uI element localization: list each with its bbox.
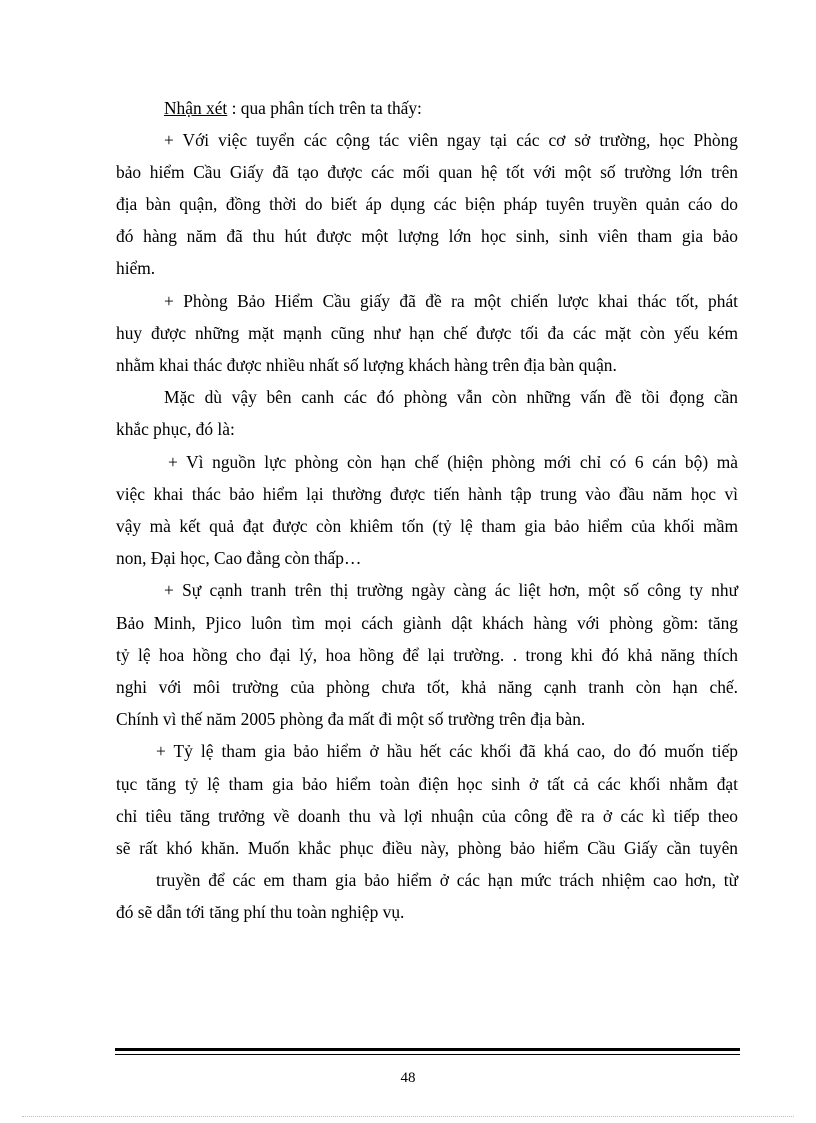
paragraph-line: vậy mà kết quả đạt được còn khiêm tốn (tỷ lệ tham gia bảo hiểm của khối mầm <box>116 516 738 536</box>
heading-line <box>164 97 422 119</box>
paragraph-line: tục tăng tỷ lệ tham gia bảo hiểm toàn điện học sinh ở tất cả các khối nhằm đạt <box>116 774 738 794</box>
paragraph-line: non, Đại học, Cao đẳng còn thấp… <box>116 548 362 568</box>
paragraph-line: việc khai thác bảo hiểm lại thường được tiến hành tập trung vào đầu năm học vì <box>116 484 738 504</box>
paragraph-line: huy được những mặt mạnh cũng như hạn chế được tối đa các mặt còn yếu kém <box>116 323 738 343</box>
paragraph-line: sẽ rất khó khăn. Muốn khắc phục điều này, phòng bảo hiểm Cầu Giấy cần tuyên <box>116 838 738 858</box>
paragraph-line: chỉ tiêu tăng trưởng về doanh thu và lợi nhuận của công đề ra ở các kì tiếp theo <box>116 806 738 826</box>
footer-rule-thick <box>115 1048 740 1051</box>
heading-rest: : qua phân tích trên ta thấy: <box>227 98 422 118</box>
page-bottom-divider <box>22 1116 794 1117</box>
footer-rule-thin <box>115 1054 740 1055</box>
paragraph-line: + Vì nguồn lực phòng còn hạn chế (hiện phòng mới chỉ có 6 cán bộ) mà <box>168 452 738 472</box>
paragraph-line: Mặc dù vậy bên canh các đó phòng vẫn còn những vấn đề tồi đọng cần <box>164 387 738 407</box>
paragraph-line: hiểm. <box>116 258 156 278</box>
paragraph-line: địa bàn quận, đồng thời do biết áp dụng các biện pháp tuyên truyền quản cáo do <box>116 194 738 214</box>
paragraph-line: Chính vì thế năm 2005 phòng đa mất đi một số trường trên địa bàn. <box>116 709 586 729</box>
paragraph-line: đó sẽ dẫn tới tăng phí thu toàn nghiệp vụ. <box>116 902 405 922</box>
paragraph-line: khắc phục, đó là: <box>116 419 235 439</box>
paragraph-line: đó hàng năm đã thu hút được một lượng lớn học sinh, sinh viên tham gia bảo <box>116 226 738 246</box>
heading-label: Nhận xét <box>164 98 228 118</box>
paragraph-line: + Tỷ lệ tham gia bảo hiểm ở hầu hết các khối đã khá cao, do đó muốn tiếp <box>156 741 738 761</box>
paragraph-line: + Sự cạnh tranh trên thị trường ngày càng ác liệt hơn, một số công ty như <box>164 580 738 600</box>
paragraph-line: bảo hiểm Cầu Giấy đã tạo được các mối quan hệ tốt với một số trường lớn trên <box>116 162 738 182</box>
paragraph-line: + Với việc tuyển các cộng tác viên ngay tại các cơ sở trường, học Phòng <box>164 130 738 150</box>
page-number: 48 <box>400 1070 416 1086</box>
paragraph-line: tỷ lệ hoa hồng cho đại lý, hoa hồng để lại trường. . trong khi đó khả năng thích <box>116 645 738 665</box>
paragraph-line: Bảo Minh, Pjico luôn tìm mọi cách giành dật khách hàng với phòng gồm: tăng <box>116 613 738 633</box>
paragraph-line: + Phòng Bảo Hiểm Cầu giấy đã đề ra một chiến lược khai thác tốt, phát <box>164 291 738 311</box>
paragraph-line: truyền để các em tham gia bảo hiểm ở các hạn mức trách nhiệm cao hơn, từ <box>156 870 738 890</box>
paragraph-line: nhằm khai thác được nhiều nhất số lượng khách hàng trên địa bàn quận. <box>116 355 617 375</box>
paragraph-line: nghi với môi trường của phòng chưa tốt, khả năng cạnh tranh còn hạn chế. <box>116 677 738 697</box>
